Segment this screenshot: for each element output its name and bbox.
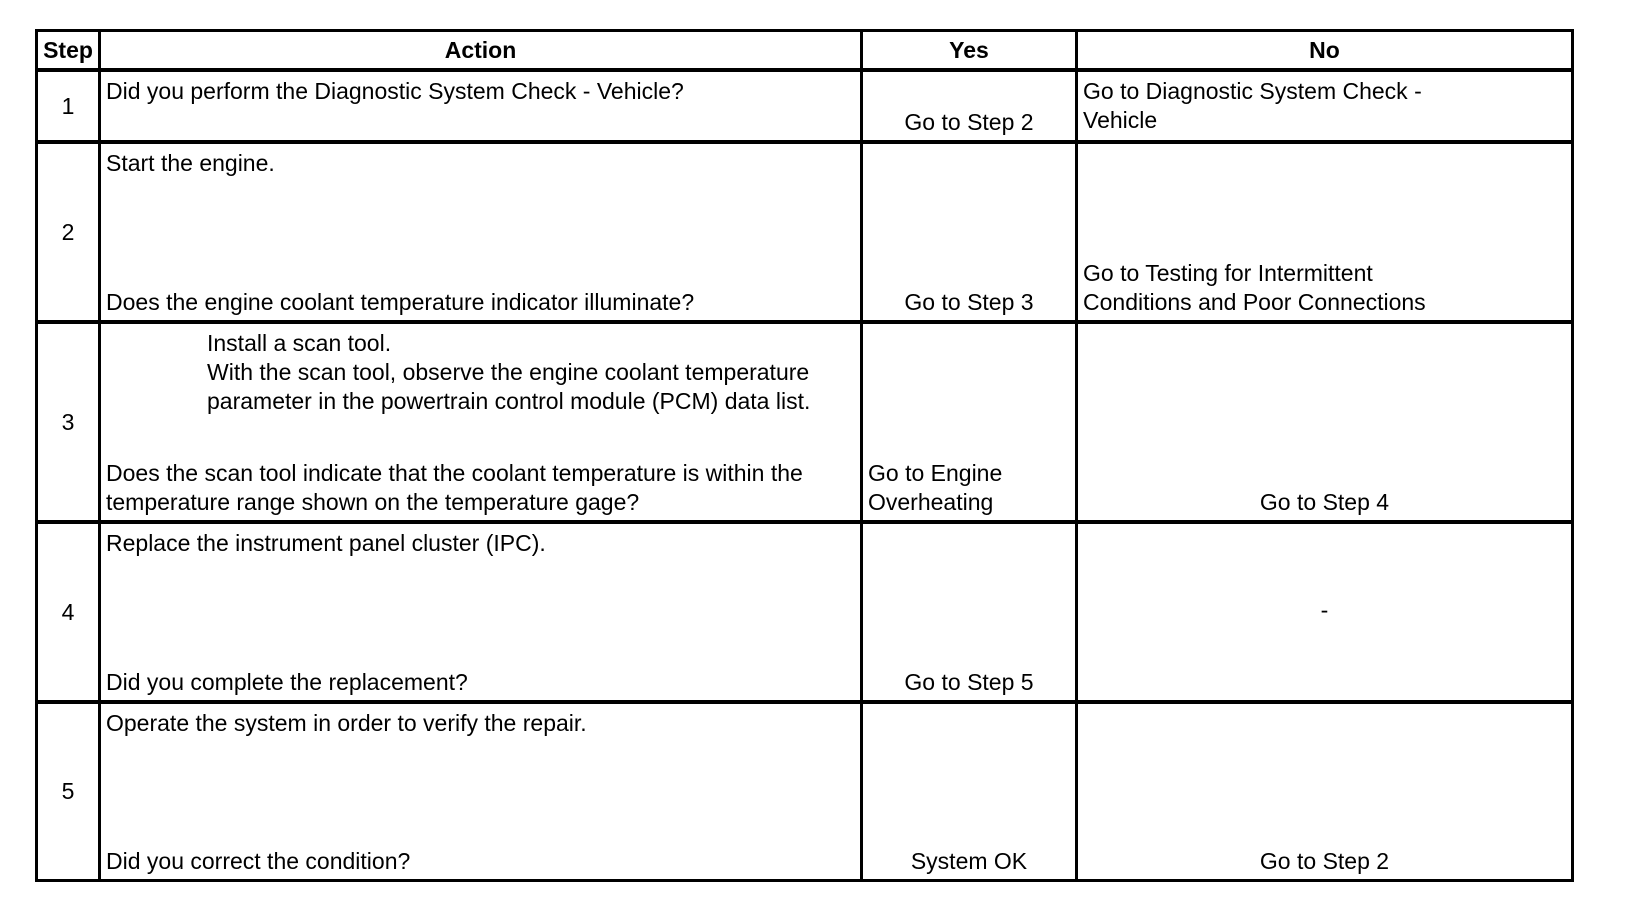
action-text: Start the engine. — [106, 150, 275, 176]
table-row — [38, 72, 1571, 144]
no-text: Go to Step 4 — [1259, 489, 1390, 515]
table-row — [38, 704, 1571, 879]
no-cell — [1078, 704, 1571, 879]
action-text: With the scan tool, observe the engine coolant temperature — [207, 359, 810, 385]
no-cell — [1078, 144, 1571, 324]
yes-cell — [863, 704, 1078, 879]
yes-text-line: Go to Engine — [868, 460, 1003, 486]
action-question-line: Does the scan tool indicate that the coolant temperature is within the — [106, 460, 803, 486]
action-text: Install a scan tool. — [207, 330, 392, 356]
diagnostic-table — [35, 29, 1574, 882]
action-question-line: temperature range shown on the temperature gage? — [106, 489, 640, 515]
no-text-line: Conditions and Poor Connections — [1083, 289, 1426, 315]
step-number: 1 — [38, 72, 101, 144]
no-cell — [1078, 324, 1571, 524]
action-text: parameter in the powertrain control module (PCM) data list. — [207, 388, 811, 414]
action-question: Did you complete the replacement? — [106, 669, 468, 695]
table-row — [38, 324, 1571, 524]
header-no: No — [1078, 32, 1571, 72]
step-number: 3 — [38, 324, 101, 524]
header-step: Step — [38, 32, 101, 72]
action-text: Did you perform the Diagnostic System Check - Vehicle? — [106, 78, 684, 104]
action-question — [106, 459, 855, 517]
action-cell — [101, 704, 863, 879]
no-text: - — [1320, 597, 1329, 623]
header-yes: Yes — [863, 32, 1078, 72]
yes-text: System OK — [910, 848, 1028, 874]
yes-cell — [863, 72, 1078, 144]
action-cell — [101, 324, 863, 524]
action-cell — [101, 72, 863, 144]
action-instructions — [106, 329, 855, 416]
step-number: 4 — [38, 524, 101, 704]
action-cell — [101, 144, 863, 324]
yes-text: Go to Step 2 — [904, 109, 1034, 135]
header-row — [38, 32, 1571, 72]
step-number: 2 — [38, 144, 101, 324]
no-text-line: Go to Diagnostic System Check - — [1083, 78, 1422, 104]
yes-cell — [863, 324, 1078, 524]
yes-text-line: Overheating — [868, 489, 994, 515]
table-row — [38, 144, 1571, 324]
header-action: Action — [101, 32, 863, 72]
no-text: Go to Step 2 — [1259, 848, 1390, 874]
yes-cell — [863, 144, 1078, 324]
action-question: Did you correct the condition? — [106, 848, 411, 874]
yes-text: Go to Step 5 — [904, 669, 1034, 695]
yes-text: Go to Step 3 — [904, 289, 1034, 315]
no-text-line: Go to Testing for Intermittent — [1083, 260, 1373, 286]
action-text: Operate the system in order to verify the repair. — [106, 710, 587, 736]
step-number: 5 — [38, 704, 101, 879]
action-question: Does the engine coolant temperature indicator illuminate? — [106, 289, 695, 315]
no-text-line: Vehicle — [1083, 107, 1158, 133]
yes-cell — [863, 524, 1078, 704]
table-row — [38, 524, 1571, 704]
action-cell — [101, 524, 863, 704]
no-cell — [1078, 72, 1571, 144]
no-cell — [1078, 524, 1571, 704]
action-text: Replace the instrument panel cluster (IPC). — [106, 530, 546, 556]
